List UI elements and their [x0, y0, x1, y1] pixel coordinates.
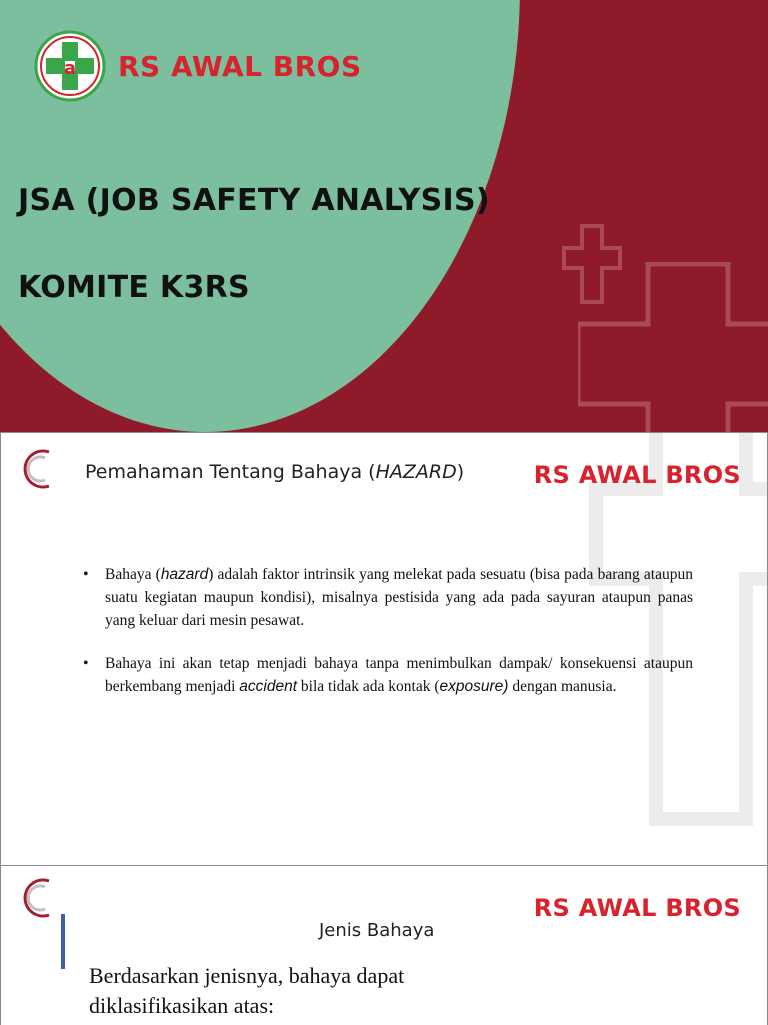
logo-arc-icon: [23, 449, 53, 489]
slide-title: JSA (JOB SAFETY ANALYSIS): [18, 183, 490, 218]
heading-close: ): [456, 461, 465, 483]
brand-name: RS AWAL BROS: [533, 894, 741, 922]
logo-arc-icon: [23, 878, 53, 918]
italic-term: accident: [239, 678, 298, 695]
brand-name: RS AWAL BROS: [533, 461, 741, 489]
hazard-definition-slide: [0, 432, 768, 866]
italic-term: exposure): [439, 678, 509, 695]
heading-text: Pemahaman Tentang Bahaya (: [85, 461, 376, 483]
italic-term: hazard: [160, 566, 209, 583]
text-run: Bahaya ini akan tetap menjadi bahaya tanpa menimbulkan dampak/ konsekuensi ataupun berkembang menjadi: [105, 655, 693, 695]
body-text: Berdasarkan jenisnya, bahaya dapat diklasifikasikan atas:: [89, 963, 405, 1018]
svg-text:a: a: [63, 58, 77, 79]
text-run: ) adalah faktor intrinsik yang melekat pada sesuatu (bisa pada barang ataupun suatu kegiatan maupun kondisi), misalnya pestisida yang ada pada sayuran ataupun panas yang keluar dari mesin pesawat.: [105, 566, 693, 629]
slide-heading: Jenis Bahaya: [319, 920, 435, 941]
list-item: [83, 652, 693, 698]
heading-italic: HAZARD: [375, 461, 457, 483]
brand-name: RS AWAL BROS: [118, 49, 362, 83]
decorative-cross-icon: [578, 262, 768, 432]
list-item: [83, 563, 693, 632]
text-run: dengan manusia.: [508, 678, 617, 695]
text-run: bila tidak ada kontak (: [297, 678, 440, 695]
brand-logo: [34, 30, 362, 102]
slide-subtitle: KOMITE K3RS: [18, 270, 250, 305]
bullet-list: [83, 563, 693, 718]
title-slide: [0, 0, 768, 432]
text-run: Bahaya (: [105, 566, 161, 583]
hazard-types-slide: [0, 865, 768, 1025]
slide-heading: [85, 461, 464, 483]
hospital-cross-logo-icon: [34, 30, 106, 102]
accent-bar: [61, 914, 65, 969]
